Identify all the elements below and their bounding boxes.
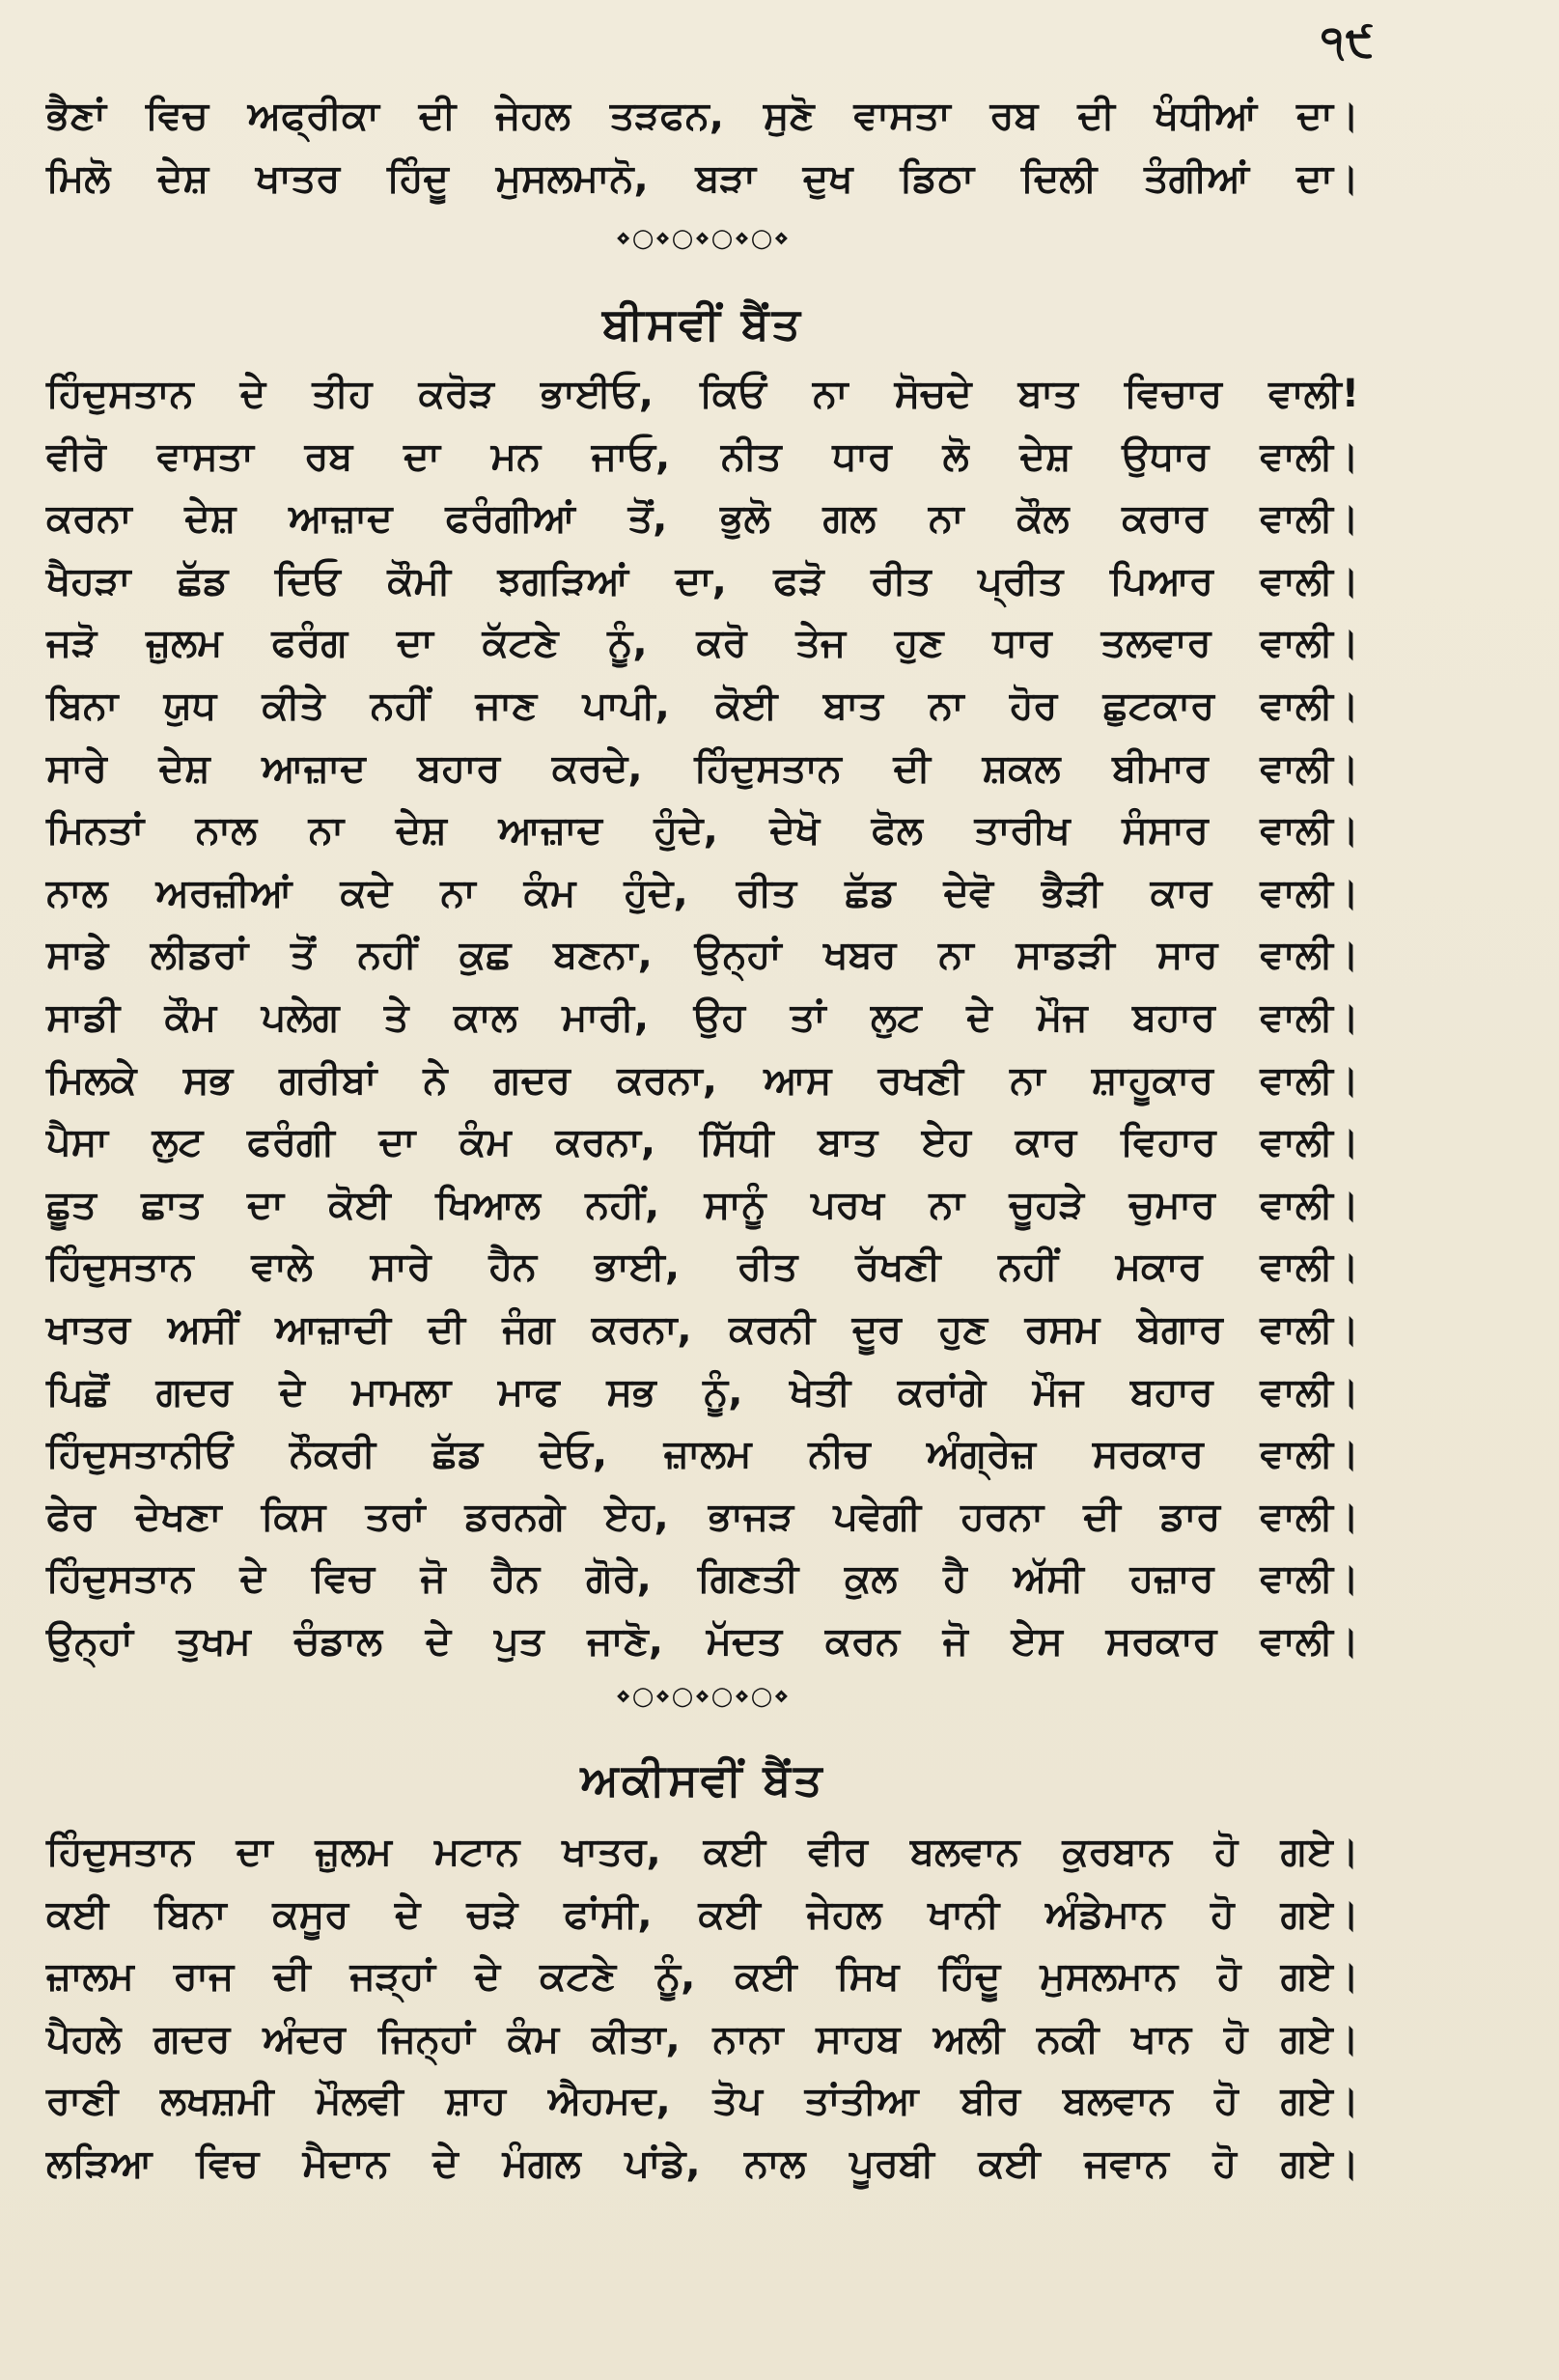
top-verse-block [46,85,1359,210]
verse-line: ਨਾਲ ਅਰਜ਼ੀਆਂ ਕਦੇ ਨਾ ਕੰਮ ਹੁੰਦੇ, ਰੀਤ ਛੱਡ ਦੇਵੋ ਭੈੜੀ ਕਾਰ ਵਾਲੀ। [46,870,1359,915]
verse-line: ਉਨ੍ਹਾਂ ਤੁਖਮ ਚੰਡਾਲ ਦੇ ਪੁਤ ਜਾਣੋ, ਮੱਦਤ ਕਰਨ ਜੋ ਏਸ ਸਰਕਾਰ ਵਾਲੀ। [46,1618,1359,1664]
verse-line: ਭੈਣਾਂ ਵਿਚ ਅਫ੍ਰੀਕਾ ਦੀ ਜੇਹਲ ਤੜਫਨ, ਸੁਣੋ ਵਾਸਤਾ ਰਬ ਦੀ ਖੰਧੀਆਂ ਦਾ। [46,94,1359,138]
section-20-verses [46,363,1359,1672]
verse-line: ਹਿੰਦੁਸਤਾਨ ਵਾਲੇ ਸਾਰੇ ਹੈਨ ਭਾਈ, ਰੀਤ ਰੱਖਣੀ ਨਹੀਂ ਮਕਾਰ ਵਾਲੀ। [46,1245,1359,1290]
section-heading-20: ਬੀਸਵੀਂ ਬੈਂਤ [602,297,803,350]
verse-line: ਹਿੰਦੁਸਤਾਨੀਓਂ ਨੌਕਰੀ ਛੱਡ ਦੇਓ, ਜ਼ਾਲਮ ਨੀਚ ਅੰਗ੍ਰੇਜ਼ ਸਰਕਾਰ ਵਾਲੀ। [46,1432,1359,1477]
verse-line: ਸਾਰੇ ਦੇਸ਼ ਆਜ਼ਾਦ ਬਹਾਰ ਕਰਦੇ, ਹਿੰਦੁਸਤਾਨ ਦੀ ਸ਼ਕਲ ਬੀਮਾਰ ਵਾਲੀ। [46,745,1359,791]
verse-line: ਹਿੰਦੁਸਤਾਨ ਦੇ ਤੀਹ ਕਰੋੜ ਭਾਈਓ, ਕਿਓਂ ਨਾ ਸੋਚਦੇ ਬਾਤ ਵਿਚਾਰ ਵਾਲੀ! [46,372,1359,416]
verse-line: ਛੂਤ ਛਾਤ ਦਾ ਕੋਈ ਖਿਆਲ ਨਹੀਂ, ਸਾਨੂੰ ਪਰਖ ਨਾ ਚੂਹੜੇ ਚੁਮਾਰ ਵਾਲੀ। [46,1182,1359,1227]
section-divider-ornament: ⋄○⋄○⋄○⋄○⋄ [615,224,791,253]
verse-line: ਸਾਡੇ ਲੀਡਰਾਂ ਤੋਂ ਨਹੀਂ ਕੁਛ ਬਣਨਾ, ਉਨ੍ਹਾਂ ਖਬਰ ਨਾ ਸਾਡੜੀ ਸਾਰ ਵਾਲੀ। [46,933,1359,978]
verse-line: ਮਿਲੋ ਦੇਸ਼ ਖਾਤਰ ਹਿੰਦੂ ਮੁਸਲਮਾਨੋ, ਬੜਾ ਦੁਖ ਡਿਠਾ ਦਿਲੀ ਤੰਗੀਆਂ ਦਾ। [46,155,1359,201]
verse-line: ਕਈ ਬਿਨਾ ਕਸੂਰ ਦੇ ਚੜੇ ਫਾਂਸੀ, ਕਈ ਜੇਹਲ ਖਾਨੀ ਅੰਡੇਮਾਨ ਹੋ ਗਏ। [46,1891,1359,1937]
verse-line: ਜ਼ਾਲਮ ਰਾਜ ਦੀ ਜੜ੍ਹਾਂ ਦੇ ਕਟਣੇ ਨੂੰ, ਕਈ ਸਿਖ ਹਿੰਦੂ ਮੁਸਲਮਾਨ ਹੋ ਗਏ। [46,1954,1359,2000]
verse-line: ਜੜੋ ਜ਼ੁਲਮ ਫਰੰਗ ਦਾ ਕੱਟਣੇ ਨੂੰ, ਕਰੋ ਤੇਜ ਹੁਣ ਧਾਰ ਤਲਵਾਰ ਵਾਲੀ। [46,621,1359,666]
verse-line: ਕਰਨਾ ਦੇਸ਼ ਆਜ਼ਾਦ ਫਰੰਗੀਆਂ ਤੋਂ, ਭੁਲੋ ਗਲ ਨਾ ਕੌਲ ਕਰਾਰ ਵਾਲੀ। [46,496,1359,542]
verse-line: ਪਿਛੋਂ ਗਦਰ ਦੇ ਮਾਮਲਾ ਮਾਫ ਸਭ ਨੂੰ, ਖੇਤੀ ਕਰਾਂਗੇ ਮੌਜ ਬਹਾਰ ਵਾਲੀ। [46,1369,1359,1414]
verse-line: ਪੈਸਾ ਲੁਟ ਫਰੰਗੀ ਦਾ ਕੰਮ ਕਰਨਾ, ਸਿੱਧੀ ਬਾਤ ਏਹ ਕਾਰ ਵਿਹਾਰ ਵਾਲੀ। [46,1120,1359,1165]
verse-line: ਲੜਿਆ ਵਿਚ ਮੈਦਾਨ ਦੇ ਮੰਗਲ ਪਾਂਡੇ, ਨਾਲ ਪੂਰਬੀ ਕਈ ਜਵਾਨ ਹੋ ਗਏ। [46,2141,1359,2186]
verse-line: ਮਿਨਤਾਂ ਨਾਲ ਨਾ ਦੇਸ਼ ਆਜ਼ਾਦ ਹੁੰਦੇ, ਦੇਖੋ ਫੋਲ ਤਾਰੀਖ ਸੰਸਾਰ ਵਾਲੀ। [46,808,1359,854]
verse-line: ਖਾਤਰ ਅਸੀਂ ਆਜ਼ਾਦੀ ਦੀ ਜੰਗ ਕਰਨਾ, ਕਰਨੀ ਦੂਰ ਹੁਣ ਰਸਮ ਬੇਗਾਰ ਵਾਲੀ। [46,1306,1359,1352]
verse-line: ਬਿਨਾ ਯੁਧ ਕੀਤੇ ਨਹੀਂ ਜਾਣ ਪਾਪੀ, ਕੋਈ ਬਾਤ ਨਾ ਹੋਰ ਛੁਟਕਾਰ ਵਾਲੀ। [46,683,1359,728]
section-heading-21: ਅਕੀਸਵੀਂ ਬੈਂਤ [580,1753,825,1806]
verse-line: ਵੀਰੋ ਵਾਸਤਾ ਰਬ ਦਾ ਮਨ ਜਾਓ, ਨੀਤ ਧਾਰ ਲੋ ਦੇਸ਼ ਉਧਾਰ ਵਾਲੀ। [46,434,1359,479]
section-21-verses [46,1821,1359,2196]
verse-line: ਰਾਣੀ ਲਖਸ਼ਮੀ ਮੌਲਵੀ ਸ਼ਾਹ ਐਹਮਦ, ਤੋਪ ਤਾਂਤੀਆ ਬੀਰ ਬਲਵਾਨ ਹੋ ਗਏ। [46,2079,1359,2124]
verse-line: ਹਿੰਦੁਸਤਾਨ ਦਾ ਜ਼ੁਲਮ ਮਟਾਨ ਖਾਤਰ, ਕਈ ਵੀਰ ਬਲਵਾਨ ਕੁਰਬਾਨ ਹੋ ਗਏ। [46,1830,1359,1874]
verse-line: ਸਾਡੀ ਕੌਮ ਪਲੇਗ ਤੇ ਕਾਲ ਮਾਰੀ, ਉਹ ਤਾਂ ਲੁਟ ਦੇ ਮੌਜ ਬਹਾਰ ਵਾਲੀ। [46,994,1359,1040]
section-divider-ornament: ⋄○⋄○⋄○⋄○⋄ [615,1682,791,1711]
verse-line: ਖੈਹੜਾ ਛੱਡ ਦਿਓ ਕੌਮੀ ਝਗੜਿਆਂ ਦਾ, ਫੜੋ ਰੀਤ ਪ੍ਰੀਤ ਪਿਆਰ ਵਾਲੀ। [46,558,1359,603]
verse-line: ਮਿਲਕੇ ਸਭ ਗਰੀਬਾਂ ਨੇ ਗਦਰ ਕਰਨਾ, ਆਸ ਰਖਣੀ ਨਾ ਸ਼ਾਹੂਕਾਰ ਵਾਲੀ। [46,1057,1359,1103]
page-number: ੧੯ [1321,17,1376,67]
verse-line: ਫੇਰ ਦੇਖਣਾ ਕਿਸ ਤਰਾਂ ਡਰਨਗੇ ਏਹ, ਭਾਜੜ ਪਵੇਗੀ ਹਰਨਾ ਦੀ ਡਾਰ ਵਾਲੀ। [46,1494,1359,1539]
verse-line: ਹਿੰਦੁਸਤਾਨ ਦੇ ਵਿਚ ਜੋ ਹੈਨ ਗੋਰੇ, ਗਿਣਤੀ ਕੁਲ ਹੈ ਅੱਸੀ ਹਜ਼ਾਰ ਵਾਲੀ। [46,1556,1359,1602]
verse-line: ਪੈਹਲੇ ਗਦਰ ਅੰਦਰ ਜਿਨ੍ਹਾਂ ਕੰਮ ਕੀਤਾ, ਨਾਨਾ ਸਾਹਬ ਅਲੀ ਨਕੀ ਖਾਨ ਹੋ ਗਏ। [46,2016,1359,2061]
